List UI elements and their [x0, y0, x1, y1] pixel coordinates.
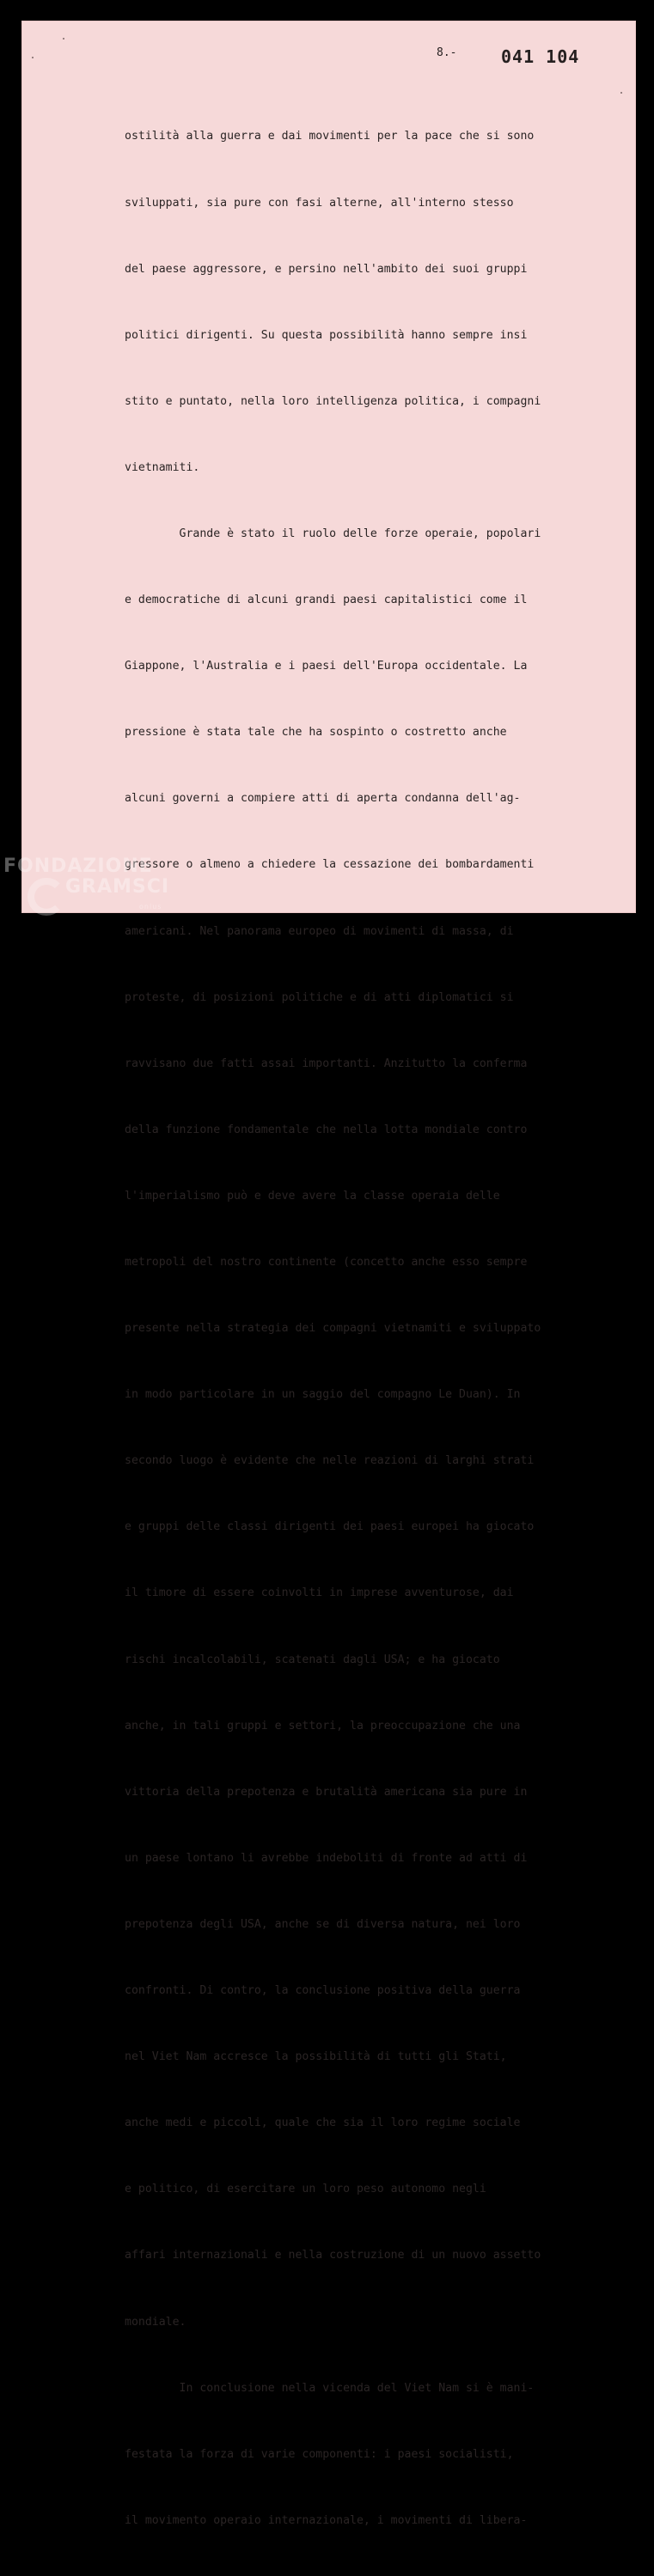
paper-speck: [620, 92, 622, 94]
text-line: prepotenza degli USA, anche se di diversa natura, nei loro: [125, 1917, 521, 1931]
text-line: il timore di essere coinvolti in imprese avventurose, dai: [125, 1586, 514, 1600]
archive-code: 041 104: [501, 46, 580, 67]
text-line: Grande è stato il ruolo delle forze operaie, popolari: [125, 527, 541, 540]
text-line: l'imperialismo può e deve avere la classe operaia delle: [125, 1189, 500, 1203]
document-page: [21, 21, 636, 2527]
text-line: in modo particolare in un saggio del compagno Le Duan). In: [125, 1388, 521, 1402]
text-line: ravvisano due fatti assai importanti. Anzitutto la conferma: [125, 1057, 528, 1070]
text-line: nel Viet Nam accresce la possibilità di tutti gli Stati,: [125, 2050, 507, 2064]
text-line: ostilità alla guerra e dai movimenti per la pace che si sono: [125, 130, 535, 143]
text-line: vietnamiti.: [125, 460, 200, 474]
text-line: metropoli del nostro continente (concetto anche esso sempre: [125, 1256, 528, 1269]
text-line: rischi incalcolabili, scatenati dagli USA; e ha giocato: [125, 1653, 500, 1666]
text-line: Giappone, l'Australia e i paesi dell'Europa occidentale. La: [125, 660, 528, 673]
page-number: 8.-: [437, 46, 457, 59]
text-line: gressore o almeno a chiedere la cessazione dei bombardamenti: [125, 858, 535, 872]
text-line: stito e puntato, nella loro intelligenza politica, i compagni: [125, 394, 541, 408]
text-line: presente nella strategia dei compagni vietnamiti e sviluppato: [125, 1322, 541, 1336]
text-line: alcuni governi a compiere atti di aperta condanna dell'ag-: [125, 792, 521, 806]
paper-speck: [63, 38, 64, 40]
text-line: politici dirigenti. Su questa possibilità hanno sempre insi: [125, 328, 528, 342]
paper-speck: [32, 57, 34, 58]
text-line: pressione è stata tale che ha sospinto o costretto anche: [125, 726, 507, 740]
text-line: In conclusione nella vicenda del Viet Nam si è mani-: [125, 2381, 535, 2395]
text-line: confronti. Di contro, la conclusione positiva della guerra: [125, 1984, 521, 1998]
watermark-small-text: onlus: [139, 903, 162, 910]
text-line: e democratiche di alcuni grandi paesi capitalistici come il: [125, 594, 528, 607]
text-line: vittoria della prepotenza e brutalità americana sia pure in: [125, 1785, 528, 1799]
watermark-line-1: FONDAZIONE: [3, 856, 153, 877]
text-line: un paese lontano li avrebbe indeboliti di fronte ad atti di: [125, 1851, 528, 1865]
text-line: americani. Nel panorama europeo di movimenti di massa, di: [125, 924, 514, 938]
text-line: festata la forza di varie componenti: i paesi socialisti,: [125, 2447, 514, 2461]
text-line: il movimento operaio internazionale, i movimenti di libera-: [125, 2513, 528, 2527]
text-line: anche, in tali gruppi e settori, la preoccupazione che una: [125, 1719, 521, 1733]
text-line: proteste, di posizioni politiche e di atti diplomatici si: [125, 990, 514, 1004]
text-line: anche medi e piccoli, quale che sia il loro regime sociale: [125, 2116, 521, 2130]
watermark-line-2: GRAMSCI: [65, 876, 170, 898]
text-line: e politico, di esercitare un loro peso autonomo negli: [125, 2183, 486, 2196]
document-body: [125, 82, 606, 2576]
text-line: della funzione fondamentale che nella lotta mondiale contro: [125, 1123, 528, 1136]
text-line: secondo luogo è evidente che nelle reazioni di larghi strati: [125, 1454, 535, 1468]
text-line: affari internazionali e nella costruzione di un nuovo assetto: [125, 2249, 541, 2262]
text-line: mondiale.: [125, 2315, 186, 2329]
text-line: sviluppati, sia pure con fasi alterne, all'interno stesso: [125, 196, 514, 210]
text-line: e gruppi delle classi dirigenti dei paesi europei ha giocato: [125, 1520, 535, 1534]
text-line: del paese aggressore, e persino nell'ambito dei suoi gruppi: [125, 262, 528, 276]
